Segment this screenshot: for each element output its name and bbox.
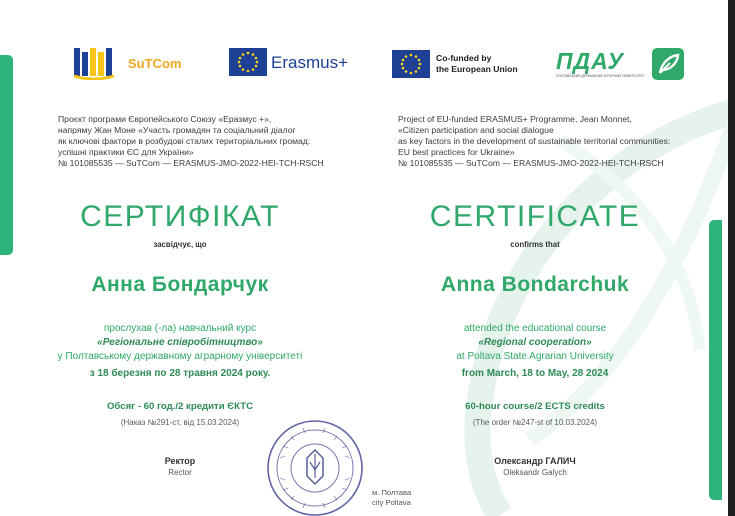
- ua-certificate-title: СЕРТИФІКАТ: [80, 200, 280, 233]
- erasmus-logo-text: Erasmus+: [271, 53, 348, 72]
- city-en: city Poltava: [372, 498, 411, 507]
- ua-project-line-1: Проєкт програми Європейського Союзу «Еразмус +»,: [58, 114, 272, 124]
- en-project-line-4: EU best practices for Ukraine»: [398, 147, 515, 157]
- ua-confirms-label: засвідчує, що: [153, 240, 207, 249]
- ua-course-name: «Регіональне співробітництво»: [97, 337, 263, 348]
- en-project-description: [398, 114, 670, 169]
- en-course-line-3: at Poltava State Agrarian University: [456, 351, 614, 362]
- en-project-line-5: № 101085535 — SuTCom — ERASMUS-JMO-2022-HEI-TCH-RSCH: [398, 158, 664, 168]
- ua-project-line-4: успішні практики ЄС для України»: [58, 147, 194, 157]
- ua-course-line-1: прослухав (-ла) навчальний курс: [103, 323, 257, 334]
- signer-role: Ректор: [164, 456, 196, 466]
- ua-project-line-5: № 101085535 — SuTCom — ERASMUS-JMO-2022-HEI-TCH-RSCH: [58, 158, 324, 168]
- en-course-line-1: attended the educational course: [463, 323, 607, 334]
- signer-role-en: Rector: [168, 468, 192, 477]
- en-order: (The order №247-st of 10.03.2024): [472, 418, 598, 427]
- pdau-logo-subtitle: ПОЛТАВСЬКИЙ ДЕРЖАВНИЙ АГРАРНИЙ УНІВЕРСИТЕТ: [556, 74, 645, 78]
- pdau-logo-text: ПДАУ: [556, 48, 624, 74]
- en-credits: 60-hour course/2 ECTS credits: [465, 401, 605, 412]
- en-project-line-3: as key factors in the development of sustainable territorial communities:: [398, 136, 671, 146]
- ua-course-line-3: у Полтавському державному аграрному університеті: [57, 351, 303, 362]
- ua-project-line-2: напряму Жан Моне «Участь громадян та соціальний діалог: [58, 125, 296, 135]
- ua-project-line-3: як ключові фактори в розбудові сталих територіальних громад:: [58, 136, 311, 146]
- en-recipient-name: Anna Bondarchuk: [440, 273, 630, 296]
- en-course-dates: from March, 18 to May, 28 2024: [461, 368, 609, 379]
- cofunded-line-2: the European Union: [436, 64, 518, 74]
- en-confirms-label: confirms that: [510, 240, 560, 249]
- viewer-edge: [728, 0, 735, 516]
- ua-order: (Наказ №291-ст, від 15.03.2024): [120, 418, 240, 427]
- en-project-line-2: «Citizen participation and social dialogue: [398, 125, 554, 135]
- cofunded-line-1: Co-funded by: [436, 53, 492, 63]
- ua-recipient-name: Анна Бондарчук: [91, 273, 269, 296]
- en-certificate-title: CERTIFICATE: [429, 200, 641, 233]
- ua-credits: Обсяг - 60 год./2 кредити ЄКТС: [106, 401, 254, 412]
- en-course-name: «Regional cooperation»: [478, 337, 592, 348]
- en-project-line-1: Project of EU-funded ERASMUS+ Programme, Jean Monnet,: [398, 114, 632, 124]
- signer-name-en: Oleksandr Galych: [503, 468, 567, 477]
- city-ua: м. Полтава: [372, 488, 412, 497]
- ua-course-dates: з 18 березня по 28 травня 2024 року.: [89, 368, 271, 379]
- official-seal-icon: [265, 418, 365, 516]
- english-column: [365, 0, 725, 516]
- ua-project-description: [58, 114, 324, 169]
- sutcom-logo-text: SuTCom: [128, 56, 182, 71]
- signer-name: Олександр ГАЛИЧ: [494, 456, 576, 466]
